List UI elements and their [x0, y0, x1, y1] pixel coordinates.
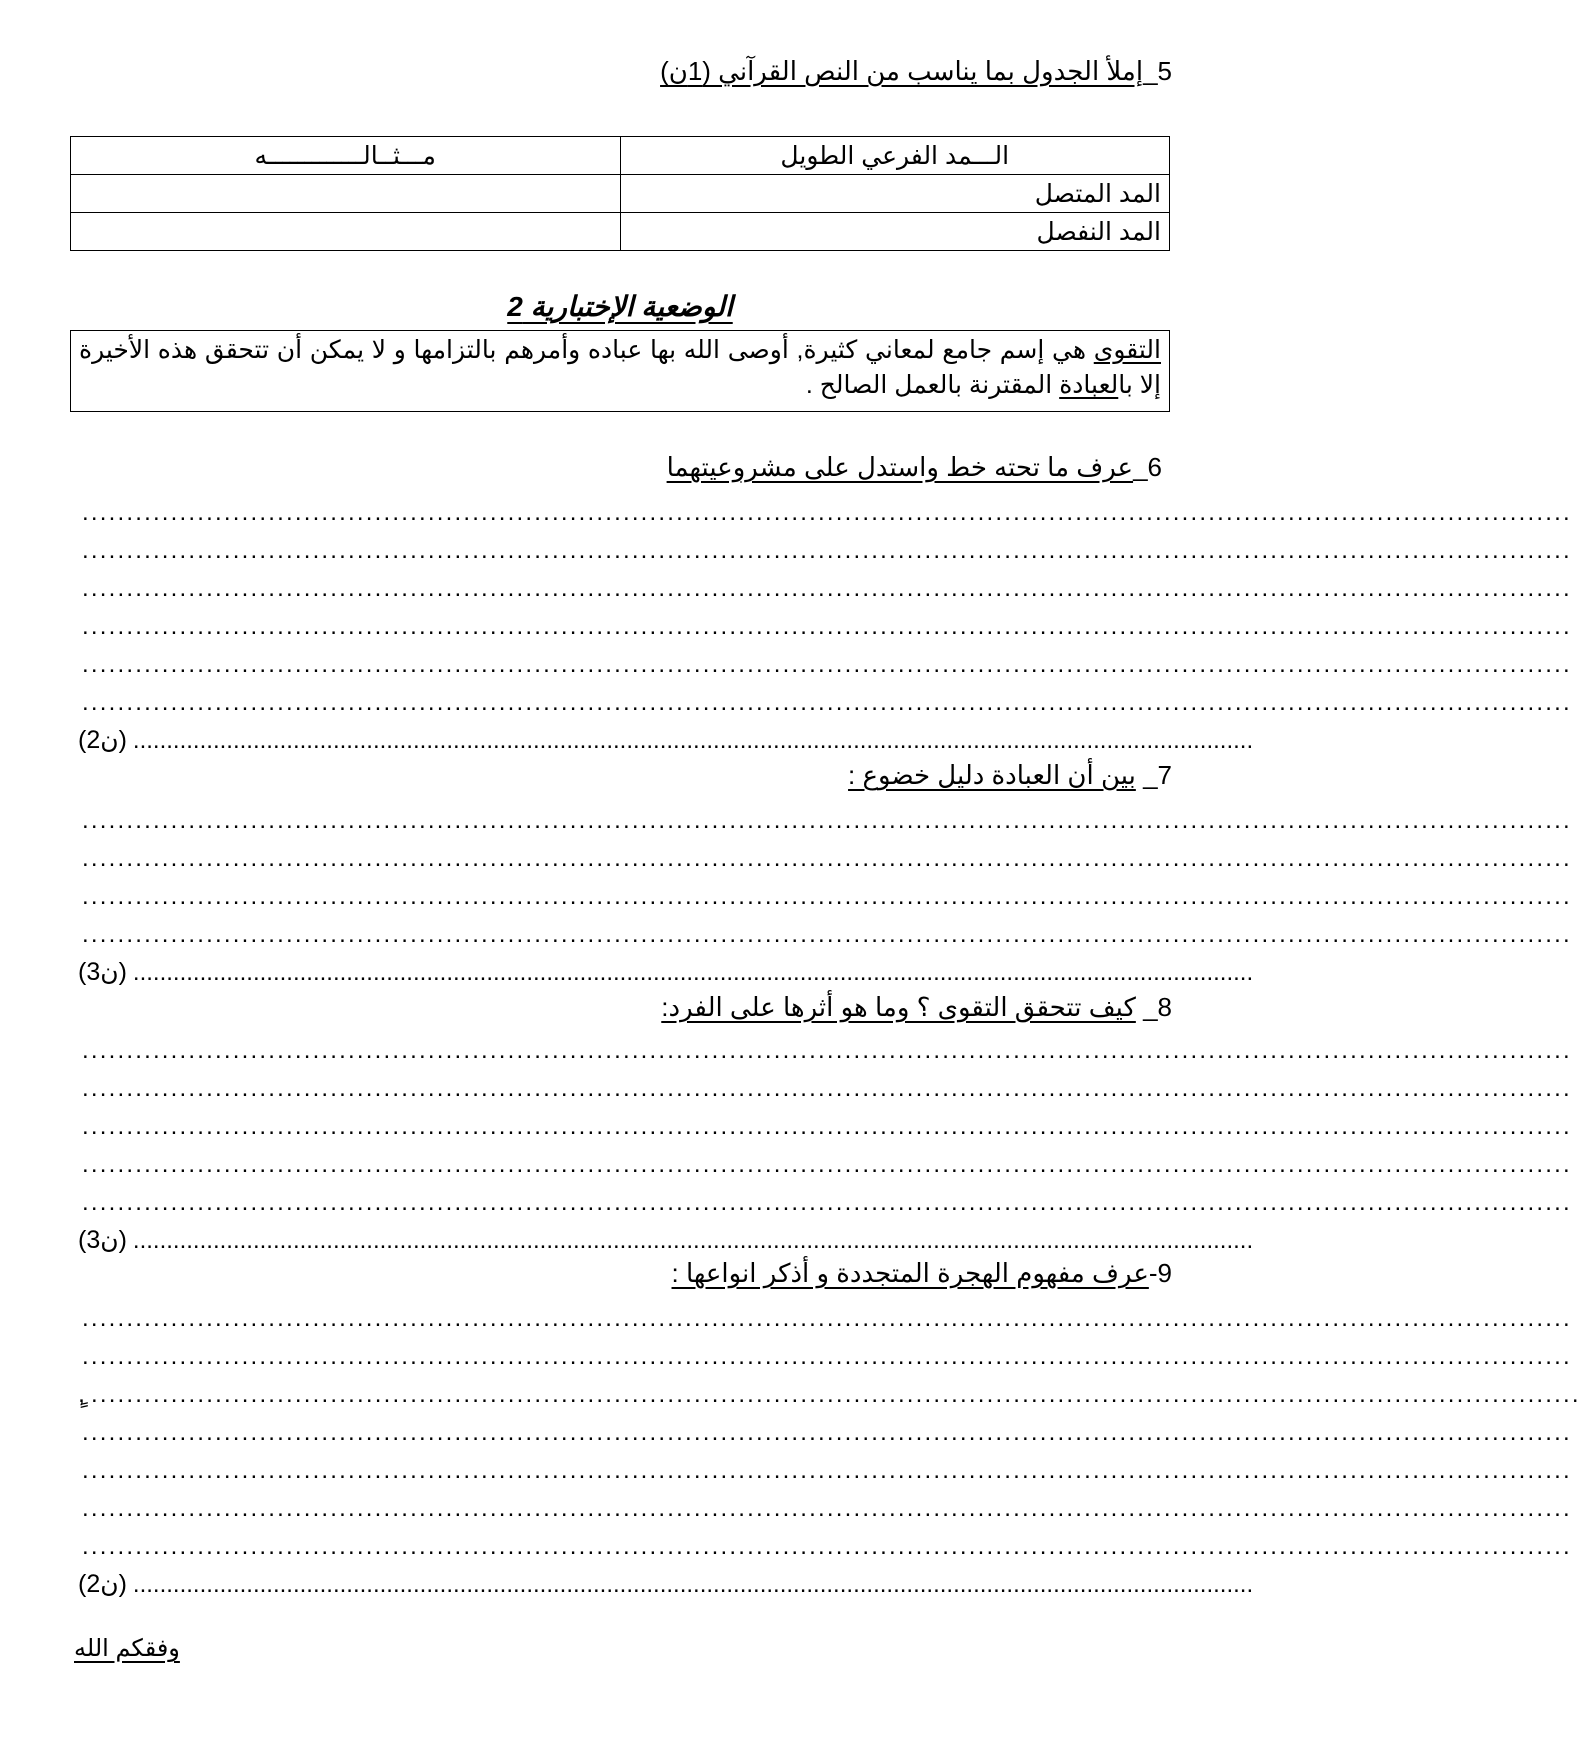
question-5-text: إملأ الجدول بما يناسب من النص القرآني (1ن) — [660, 56, 1144, 86]
question-9-number: 9- — [1148, 1258, 1172, 1288]
passage-text-2: المقترنة بالعمل الصالح . — [805, 371, 1060, 399]
answer-line-mark[interactable] — [78, 1378, 1581, 1410]
answer-line[interactable]: ........................................................................................................................................................................ — [82, 1037, 1572, 1064]
situation-title: الوضعية الإختبارية 2 — [507, 291, 733, 322]
question-9-text: عرف مفهوم الهجرة المتجددة و أذكر انواعها : — [671, 1258, 1149, 1288]
answer-line[interactable]: ........................................................................................................................................................................ — [82, 537, 1572, 564]
answer-line[interactable]: ........................................................................................................................................................................ — [82, 807, 1572, 834]
question-5-number: 5_ — [1143, 56, 1172, 86]
question-6-text: عرف ما تحته خط واستدل على مشروعيتهما — [666, 452, 1134, 482]
answer-line[interactable]: ........................................................................................................................................................................ — [82, 883, 1572, 910]
answer-line[interactable]: ........................................................................................................................................................................ — [82, 1151, 1572, 1178]
answer-line-fill: ........................................................................................................................................................................ — [132, 727, 1254, 754]
question-9-title — [672, 1256, 1172, 1290]
question-7-text: بين أن العبادة دليل خضوع : — [848, 760, 1136, 790]
answer-line[interactable]: ........................................................................................................................................................................ — [82, 1075, 1572, 1102]
passage-underlined-ibada: لعبادة — [1059, 371, 1119, 399]
question-6-title — [667, 450, 1162, 484]
answer-line[interactable]: ........................................................................................................................................................................ — [82, 575, 1572, 602]
answer-line[interactable]: ........................................................................................................................................................................ — [82, 921, 1572, 948]
answer-line[interactable]: ........................................................................................................................................................................ — [82, 1189, 1572, 1216]
question-5-title — [660, 54, 1172, 88]
answer-line-fill: ........................................................................................................................................................................ — [132, 1227, 1254, 1254]
question-7-points: (3ن) — [78, 958, 127, 986]
answer-line[interactable]: ........................................................................................................................................................................ — [82, 1533, 1572, 1560]
answer-line-points[interactable] — [78, 1568, 1254, 1600]
answer-line[interactable]: ........................................................................................................................................................................ — [82, 1343, 1572, 1370]
answer-line[interactable]: ........................................................................................................................................................................ — [82, 1457, 1572, 1484]
question-7-number: 7_ — [1135, 760, 1172, 790]
table-header-example: مـــثــالـــــــــــــه — [71, 137, 621, 175]
table-cell-type: المد النفصل — [620, 213, 1170, 251]
answer-line[interactable]: ........................................................................................................................................................................ — [82, 1495, 1572, 1522]
question-8-text: كيف تتحقق التقوى ؟ وما هو أثرها على الفرد: — [661, 992, 1136, 1022]
table-row — [71, 175, 1170, 213]
answer-line[interactable]: ........................................................................................................................................................................ — [82, 499, 1572, 526]
answer-line-points[interactable] — [78, 956, 1254, 988]
answer-line[interactable]: ........................................................................................................................................................................ — [82, 845, 1572, 872]
table-row — [71, 213, 1170, 251]
answer-line-points[interactable] — [78, 1224, 1254, 1256]
answer-line[interactable]: ........................................................................................................................................................................ — [82, 651, 1572, 678]
question-6-number: 6_ — [1133, 452, 1162, 482]
answer-line[interactable]: ........................................................................................................................................................................ — [82, 1305, 1572, 1332]
question-7-title — [848, 758, 1172, 792]
closing-wish: وفقكم الله — [74, 1635, 180, 1662]
table-cell-example[interactable] — [71, 213, 621, 251]
answer-line-points[interactable] — [78, 724, 1254, 756]
question-8-number: 8_ — [1135, 992, 1172, 1022]
passage-underlined-taqwa: التقوى — [1093, 336, 1161, 364]
answer-line[interactable]: ........................................................................................................................................................................ — [82, 1113, 1572, 1140]
table-cell-example[interactable] — [71, 175, 621, 213]
answer-line[interactable]: ........................................................................................................................................................................ — [82, 689, 1572, 716]
table-cell-type: المد المتصل — [620, 175, 1170, 213]
answer-line-fill: ........................................................................................................................................................................ — [132, 959, 1254, 986]
question-6-points: (2ن) — [78, 726, 127, 754]
answer-line[interactable]: ........................................................................................................................................................................ — [82, 1419, 1572, 1446]
table-header-row — [71, 137, 1170, 175]
answer-line[interactable]: ........................................................................................................................................................................ — [82, 613, 1572, 640]
stray-comma-mark: ٍ, — [78, 1380, 85, 1408]
answer-line-fill: ........................................................................................................................................................................ — [132, 1571, 1254, 1598]
answer-line-fill: ........................................................................................................................................................................ — [90, 1381, 1581, 1408]
question-9-points: (2ن) — [78, 1570, 127, 1598]
passage-text-1: هي إسم جامع لمعاني كثيرة, أوصى الله بها عباده وأمرهم بالتزامها و لا يمكن أن تتحقق هذه الأخيرة إلا با — [79, 336, 1161, 399]
question-8-title — [661, 990, 1172, 1024]
table-header-type: الـــمد الفرعي الطويل — [620, 137, 1170, 175]
question-8-points: (3ن) — [78, 1226, 127, 1254]
madd-table — [70, 136, 1170, 251]
situation-passage — [70, 330, 1170, 412]
